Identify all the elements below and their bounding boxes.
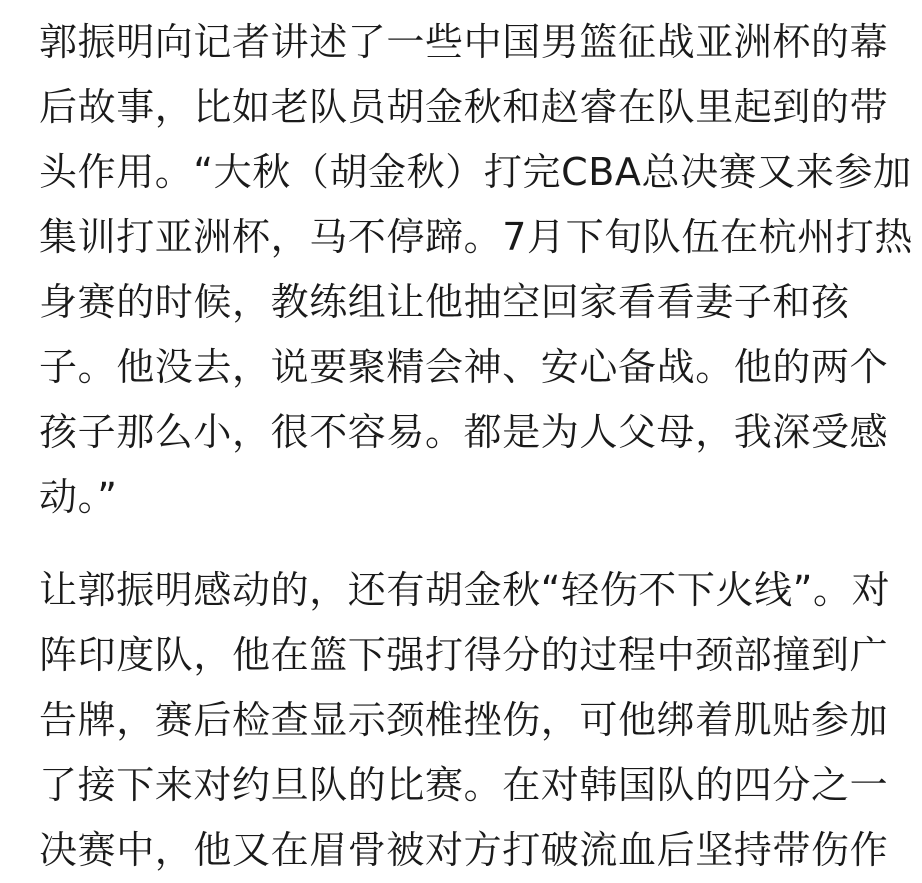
text-line: 让郭振明感动的，还有胡金秋“轻伤不下火线”。对 (39, 568, 891, 612)
paragraph-2 (39, 558, 890, 883)
text-line: 了接下来对约旦队的比赛。在对韩国队的四分之一 (39, 763, 889, 807)
text-line: 身赛的时候，教练组让他抽空回家看看妻子和孩 (39, 280, 850, 324)
text-line: 阵印度队，他在篮下强打得分的过程中颈部撞到广 (39, 633, 889, 677)
text-line: 头作用。“大秋（胡金秋）打完CBA总决赛又来参加 (39, 150, 912, 194)
text-line: 子。他没去，说要聚精会神、安心备战。他的两个 (39, 345, 889, 389)
paragraph-1 (39, 10, 913, 530)
text-line: 告牌，赛后检查显示颈椎挫伤，可他绑着肌贴参加 (39, 698, 889, 742)
text-line: 后故事，比如老队员胡金秋和赵睿在队里起到的带 (39, 85, 889, 129)
text-line: 郭振明向记者讲述了一些中国男篮征战亚洲杯的幕 (39, 20, 889, 64)
text-line: 决赛中，他又在眉骨被对方打破流血后坚持带伤作 (39, 828, 889, 872)
text-line: 孩子那么小，很不容易。都是为人父母，我深受感 (39, 410, 889, 454)
text-line: 集训打亚洲杯，马不停蹄。7月下旬队伍在杭州打热 (39, 215, 913, 259)
text-line: 动。” (39, 475, 118, 519)
